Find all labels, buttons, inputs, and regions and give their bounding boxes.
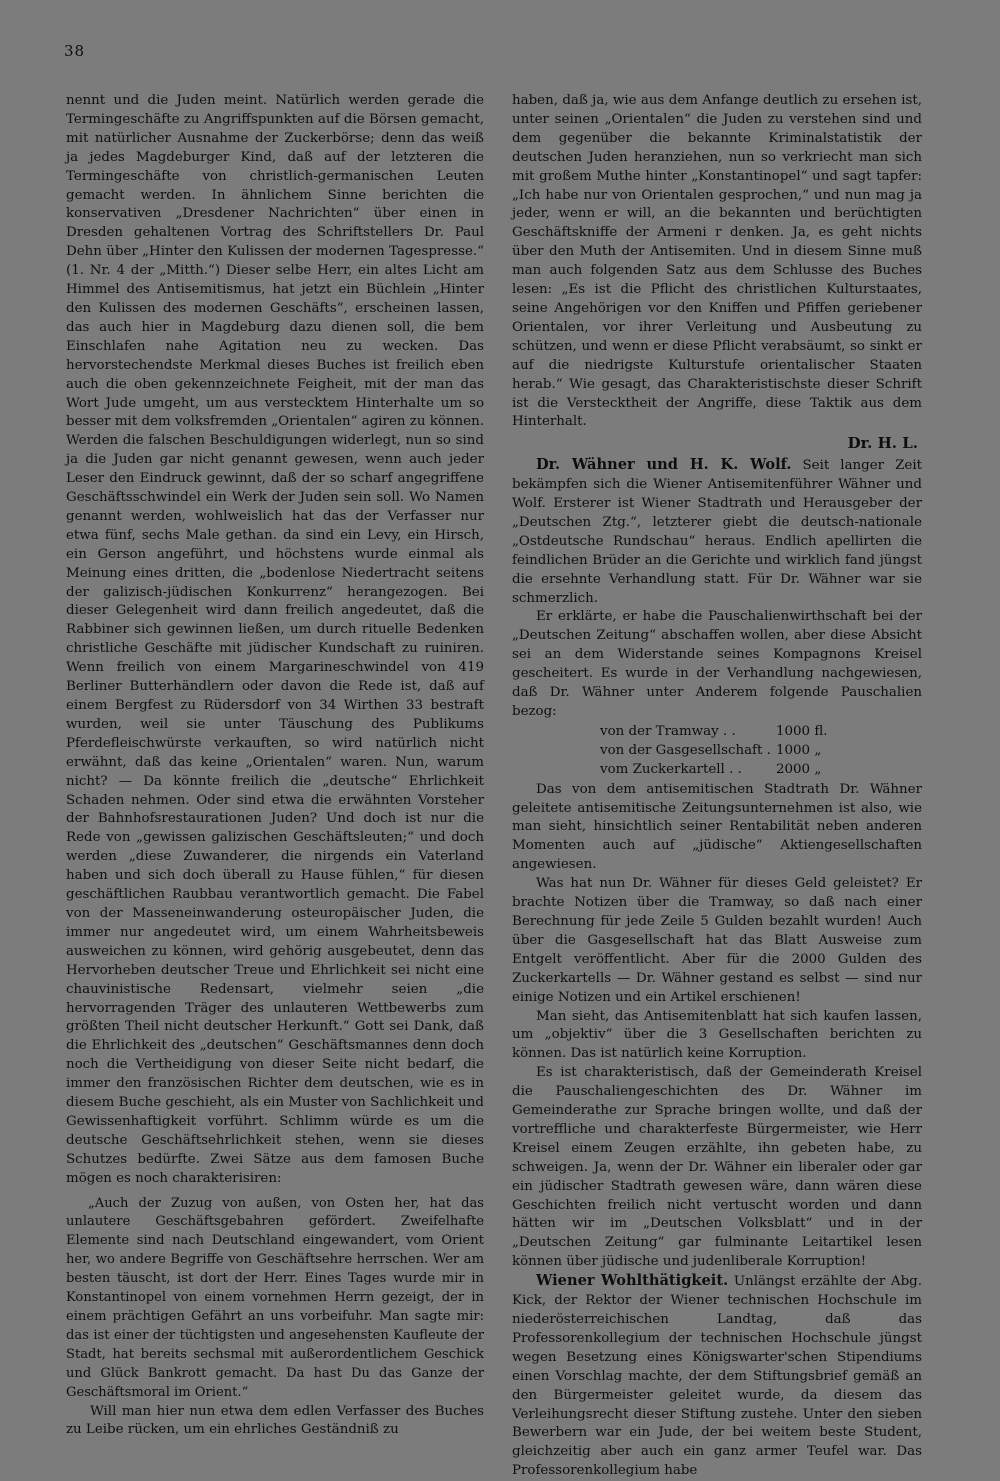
pauschalien-value: 2000 „ <box>776 761 822 777</box>
left-column <box>66 92 484 1440</box>
right-column <box>512 92 922 1481</box>
pauschalien-row <box>600 742 860 761</box>
article-body: Unlängst erzählte der Abg. Kick, der Rektor der Wiener technischen Hochschule im niederösterreichischen Landtag, daß das Professorenkollegium der technischen Hochschule jüngst wegen Besetzung eines Königswarter'schen Stipendiums einen Vorschlag machte, der dem Stiftungsbrief gemäß an den Bürgermeister geleitet wurde, da diesem das Verleihungsrecht dieser Stiftung zustehe. Unter den sieben Bewerbern war ein Jude, der bei weitem beste Student, gleichzeitig aber auch ein ganz armer Teufel war. Das Professorenkollegium habe <box>512 1274 922 1479</box>
author-signature: Dr. H. L. <box>847 434 918 453</box>
article-paragraph: Man sieht, das Antisemitenblatt hat sich kaufen lassen, um „objektiv“ über die 3 Gesellschaften berichten zu können. Das ist natürlich keine Korruption. <box>512 1008 922 1062</box>
article-body: Seit langer Zeit bekämpfen sich die Wiener Antisemitenführer Wähner und Wolf. Ersterer ist Wiener Stadtrath und Herausgeber der „Deutschen Ztg.“, letzterer giebt die deutsch-nationale „Ostdeutsche Rundschau“ heraus. Endlich apellirten die feindlichen Brüder an die Gerichte und wirklich fand jüngst die ersehnte Verhandlung statt. Für Dr. Wähner war sie schmerzlich. <box>512 458 922 606</box>
pauschalien-list <box>600 723 860 780</box>
article-heading-wahner-wolf: Dr. Wähner und H. K. Wolf. <box>536 456 792 474</box>
article-paragraph: Was hat nun Dr. Wähner für dieses Geld geleistet? Er brachte Notizen über die Tramway, so daß nach einer Berechnung für jede Zeile 5 Gulden bezahlt wurden! Auch über die Gasgesellschaft hat das Blatt Ausweise zum Entgelt veröffentlicht. Aber für die 2000 Gulden des Zuckerkartells — Dr. Wähner gestand es selbst — sind nur einige Notizen und ein Artikel erschienen! <box>512 876 922 1005</box>
left-paragraph-1: nennt und die Juden meint. Natürlich werden gerade die Termingeschäfte zu Angriffspunkten auf die Börsen gemacht, mit natürlicher Ausnahme der Zuckerbörse; denn das weiß ja jedes Magdeburger Kind, daß auf der letzteren die Termingeschäfte von christlich-germanischen Leuten gemacht werden. In ähnlichem Sinne berichten die konservativen „Dresdener Nachrichten“ über einen in Dresden gehaltenen Vortrag des Schriftstellers Dr. Paul Dehn über „Hinter den Kulissen der modernen Tagespresse.“ (1. Nr. 4 der „Mitth.“) Dieser selbe Herr, ein altes Licht am Himmel des Antisemitismus, hat jetzt ein Büchlein „Hinter den Kulissen des modernen Geschäfts“, erscheinen lassen, das auch hier in Magdeburg dazu dienen soll, die bem Einschlafen nahe Agitation neu zu wecken. Das hervorstechendste Merkmal dieses Buches ist freilich eben auch die oben gekennzeichnete Feigheit, mit der man das Wort Jude umgeht, um aus verstecktem Hinterhalte um so besser mit dem volksfremden „Orientalen“ agiren zu können. Werden die falschen Beschuldigungen widerlegt, nun so sind ja die Juden gar nicht genannt gewesen, wenn auch jeder Leser den Eindruck gewinnt, daß der so scharf angegriffene Geschäftsschwindel ein Werk der Juden sein soll. Wo Namen genannt werden, wohlweislich hat das der Verfasser nur etwa fünf, sechs Male gethan. da sind ein Levy, ein Hirsch, ein Gerson angeführt, und höchstens wurde einmal als Meinung eines dritten, die „bodenlose Niedertracht seitens der galizisch-jüdischen Konkurrenz“ herangezogen. Bei dieser Gelegenheit wird dann freilich angedeutet, daß die Rabbiner sich gewinnen ließen, um durch rituelle Bedenken christliche Geschäfte mit jüdischer Kundschaft zu ruiniren. Wenn freilich von einem Margarineschwindel von 419 Berliner Butterhändlern oder davon die Rede ist, daß auf einem Bergfest zu Rüdersdorf von 34 Wirthen 33 bestraft wurden, weil sie unter Täuschung des Publikums Pferdefleischwürste verkauften, so wird natürlich nicht erwähnt, daß das keine „Orientalen“ waren. Nun, warum nicht? — Da könnte freilich die „deutsche“ Ehrlichkeit Schaden nehmen. Oder sind etwa die erwähnten Vorsteher der Bahnhofsrestaurationen Juden? Und doch ist nur die Rede von „gewissen galizischen Geschäftsleuten;“ und doch werden „diese Zuwanderer, die nirgends ein Vaterland haben und sich doch überall zu Hause fühlen,“ für diesen geschäftlichen Raubbau verantwortlich gemacht. Die Fabel von der Masseneinwanderung osteuropäischer Juden, die immer nur angedeutet wird, um einem Wahrheitsbeweis ausweichen zu können, wird gehörig ausgebeutet, denn das Hervorheben deutscher Treue und Ehrlichkeit sei nicht eine chauvinistische Redensart, vielmehr seien „die hervorragenden Träger des unlauteren Wettbewerbs zum größten Theil nicht deutscher Herkunft.“ Gott sei Dank, daß die Ehrlichkeit des „deutschen“ Geschäftsmannes denn doch noch die Vertheidigung von dieser Seite nicht bedarf, die immer den französischen Richter dem deutschen, wie es in diesem Buche geschieht, als ein Muster von Sachlichkeit und Gewissenhaftigkeit vorführt. Schlimm würde es um die deutsche Geschäftsehrlichkeit stehen, wenn sie dieses Schutzes bedürfte. Zwei Sätze aus dem famosen Buche mögen es noch charakterisiren: <box>66 93 484 1186</box>
article-wiener-wohlthaetigkeit <box>512 1272 922 1481</box>
left-paragraph-3: Will man hier nun etwa dem edlen Verfasser des Buches zu Leibe rücken, um ein ehrliches Geständniß zu <box>66 1403 484 1438</box>
pauschalien-value: 1000 „ <box>776 742 822 758</box>
pauschalien-row <box>600 761 860 780</box>
pauschalien-row <box>600 723 860 742</box>
block-quote: „Auch der Zuzug von außen, von Osten her, hat das unlautere Geschäftsgebahren gefördert. Zweifelhafte Elemente sind nach Deutschland eingewandert, vom Orient her, wo andere Begriffe von Geschäftsehre herrschen. Wer am besten täuscht, ist dort der Herr. Eines Tages wurde mir in Konstantinopel von einem vornehmen Herrn gezeigt, der in einem prächtigen Gefährt an uns vorbeifuhr. Man sagte mir: das ist einer der tüchtigsten und angesehensten Kaufleute der Stadt, hat bereits sechsmal mit außerordentlichem Geschick und Glück Bankrott gemacht. Da hast Du das Ganze der Geschäftsmoral im Orient.“ <box>66 1195 484 1400</box>
pauschalien-value: 1000 fl. <box>776 723 828 739</box>
pauschalien-label: von der Tramway . . <box>600 723 736 739</box>
article-wahner-wolf <box>512 456 922 608</box>
pauschalien-label: von der Gasgesellschaft . <box>600 742 771 758</box>
article-heading-wohlthaetigkeit: Wiener Wohlthätigkeit. <box>536 1272 729 1290</box>
continuation-paragraph: haben, daß ja, wie aus dem Anfange deutlich zu ersehen ist, unter seinen „Orientalen“ die Juden zu verstehen sind und dem gegenüber die bekannte Kriminalstatistik der deutschen Juden heranziehen, nun so verkriecht man sich mit großem Muthe hinter „Konstantinopel“ und sagt tapfer: „Ich habe nur von Orientalen gesprochen,“ und nun mag ja jeder, wenn er will, an die bekannten und berüchtigten Geschäftskniffe der Armeni r denken. Ja, es geht nichts über den Muth der Antisemiten. Und in diesem Sinne muß man auch folgenden Satz aus dem Schlusse des Buches lesen: „Es ist die Pflicht des christlichen Kulturstaates, seine Angehörigen vor den Kniffen und Pfiffen geriebener Orientalen, vor ihrer Verleitung und Ausbeutung zu schützen, und wenn er diese Pflicht verabsäumt, so sinkt er auf die niedrigste Kulturstufe orientalischer Staaten herab.“ Wie gesagt, das Charakteristischste dieser Schrift ist die Verstecktheit der Angriffe, diese Taktik aus dem Hinterhalt. <box>512 93 922 430</box>
article-paragraph: Es ist charakteristisch, daß der Gemeinderath Kreisel die Pauschaliengeschichten des Dr. Wähner im Gemeinderathe zur Sprache bringen wollte, und daß der vortreffliche und charakterfeste Bürgermeister, wie Herr Kreisel einem Zeugen erzählte, ihn gebeten habe, zu schweigen. Ja, wenn der Dr. Wähner ein liberaler oder gar ein jüdischer Stadtrath gewesen wäre, dann wären diese Geschichten freilich nicht vertuscht worden und dann hätten wir im „Deutschen Volksblatt“ und in der „Deutschen Zeitung“ gar fulminante Leitartikel lesen können über jüdische und judenliberale Korruption! <box>512 1065 922 1270</box>
pauschalien-label: vom Zuckerkartell . . <box>600 761 742 777</box>
page-number: 38 <box>64 42 86 60</box>
article-paragraph: Er erklärte, er habe die Pauschalienwirthschaft bei der „Deutschen Zeitung“ abschaffen wollen, aber diese Absicht sei an dem Widerstande seines Kompagnons Kreisel gescheitert. Es wurde in der Verhandlung nachgewiesen, daß Dr. Wähner unter Anderem folgende Pauschalien bezog: <box>512 609 922 719</box>
article-paragraph: Das von dem antisemitischen Stadtrath Dr. Wähner geleitete antisemitische Zeitungsunternehmen ist also, wie man sieht, hinsichtlich seiner Rentabilität neben anderen Momenten auch auf „jüdische“ Aktiengesellschaften angewiesen. <box>512 781 922 873</box>
